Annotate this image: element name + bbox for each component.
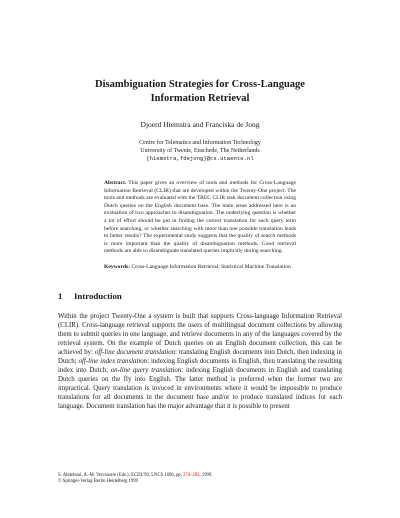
intro-emphasis-1: off-line document translation: [94, 349, 176, 357]
footer-year: , 1999.: [199, 473, 213, 478]
abstract-label: Abstract.: [104, 180, 127, 186]
keywords-text: Cross-Language Information Retrieval; Statistical Machine Translation: [130, 264, 291, 270]
affiliation-email: {hiemstra,fdejong}@cs.utwente.nl: [146, 155, 254, 162]
intro-text-2: : translating English documents into Dutch, then indexing in Dutch;: [58, 349, 342, 366]
title-line-1: Disambiguation Strategies for Cross-Language: [95, 79, 305, 90]
abstract: [104, 180, 296, 256]
intro-text-3: : indexing English documents in English, then translating the resulting index into Dutch;: [58, 358, 342, 375]
affiliation-line-2: University of Twente, Enschede, The Netherlands: [140, 148, 260, 154]
introduction-paragraph: [58, 312, 342, 411]
authors: Djoerd Hiemstra and Franciska de Jong: [140, 120, 260, 129]
intro-emphasis-3: on-line query translation: [110, 367, 182, 375]
section-heading: [58, 291, 122, 302]
citation-footer: [58, 473, 342, 485]
section-title: Introduction: [74, 291, 122, 301]
intro-emphasis-2: off-line index translation: [78, 358, 148, 366]
footer-citation: S. Abiteboul, A.-M. Vercoustre (Eds.): ECDL'99, LNCS 1696, pp.: [58, 473, 184, 478]
intro-text-1: Within the project Twenty-One a system is built that supports Cross-language Information Retrieval (CLIR). Cross-language retrieval supports the users of multilingual document collections by allowing them to submit queries in one language, and retrieve documents in any of the languages covered by the retrieval system. On the example of Dutch queries on an English document collection, this can be achieved by:: [58, 313, 342, 357]
section-number: 1: [58, 291, 63, 301]
affiliation: [60, 139, 340, 163]
affiliation-line-1: Centre for Telematics and Information Technology: [139, 140, 261, 146]
footer-copyright: © Springer-Verlag Berlin Heidelberg 1999: [58, 479, 138, 485]
keywords-label: Keywords:: [104, 264, 131, 270]
title-line-2: Information Retrieval: [150, 93, 250, 104]
intro-text-4: : indexing English documents in English and translating Dutch queries on the fly into English. The latter method is preferred when the former two are impractical. Query translation is invoced in environments where it would be impossible to produce translations for all documents in the document base and/or to produce translated indices for each language. Document translation has the major advantage that it is possible to present: [58, 367, 342, 411]
paper-title: [60, 78, 340, 106]
footer-page-range: 274–293: [183, 473, 200, 478]
keywords: [104, 264, 296, 272]
abstract-text: This paper gives an overview of tools and methods for Cross-Language Information Retrieval (CLIR) that are developed within the Twenty-One project. The tools and methods are evaluated with the TREC CLIR task document collection using Dutch queries on the English document base. The main issue addressed here is an evaluation of two approaches to disambiguation. The underlying question is whether a lot of effort should be put in finding the correct translation for each query term before searching, or whether searching with more than one possible translation leads to better results? The experimental study suggests that the quality of search methods is more important than the quality of disambiguation methods. Good retrieval methods are able to disambiguate translated queries implicitly during searching.: [104, 180, 296, 255]
